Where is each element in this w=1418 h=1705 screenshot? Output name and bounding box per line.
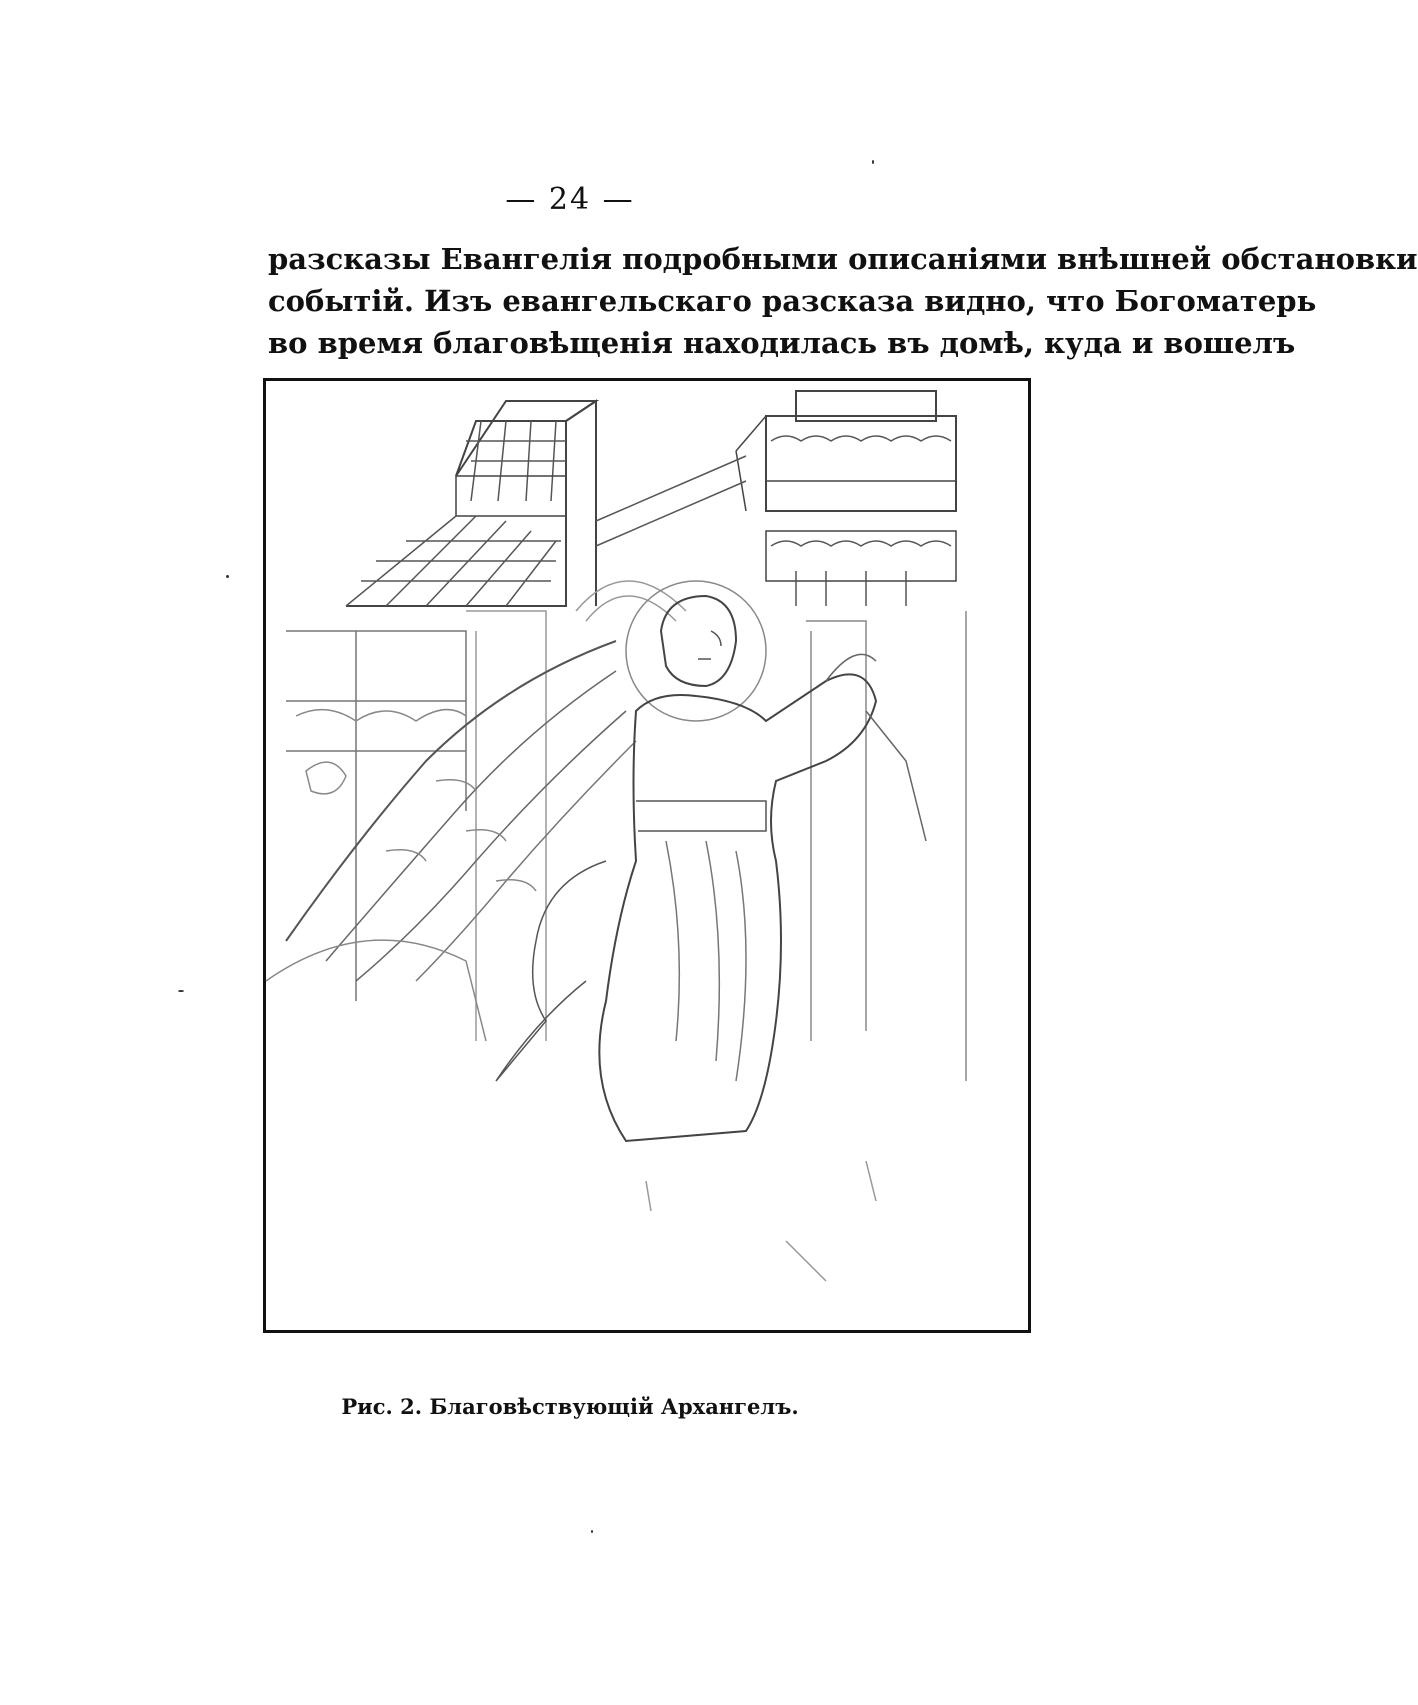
illustration-annunciation-archangel [263, 378, 1031, 1333]
text-line: разсказы Евангелія подробными описаніями внѣшней обстановки [268, 242, 1418, 276]
scan-speck [872, 160, 874, 164]
body-text [268, 238, 1418, 364]
text-line: событій. Изъ евангельскаго разсказа видно, что Богоматерь [268, 284, 1317, 318]
line-drawing [266, 381, 1028, 1330]
scan-speck [226, 575, 229, 578]
scan-speck [178, 990, 184, 992]
page-number: — 24 — [505, 182, 635, 217]
text-line: во время благовѣщенія находилась въ домѣ, куда и вошелъ [268, 326, 1296, 360]
figure-caption: Рис. 2. Благовѣствующій Архангелъ. [341, 1394, 799, 1419]
scan-speck [591, 1530, 593, 1533]
